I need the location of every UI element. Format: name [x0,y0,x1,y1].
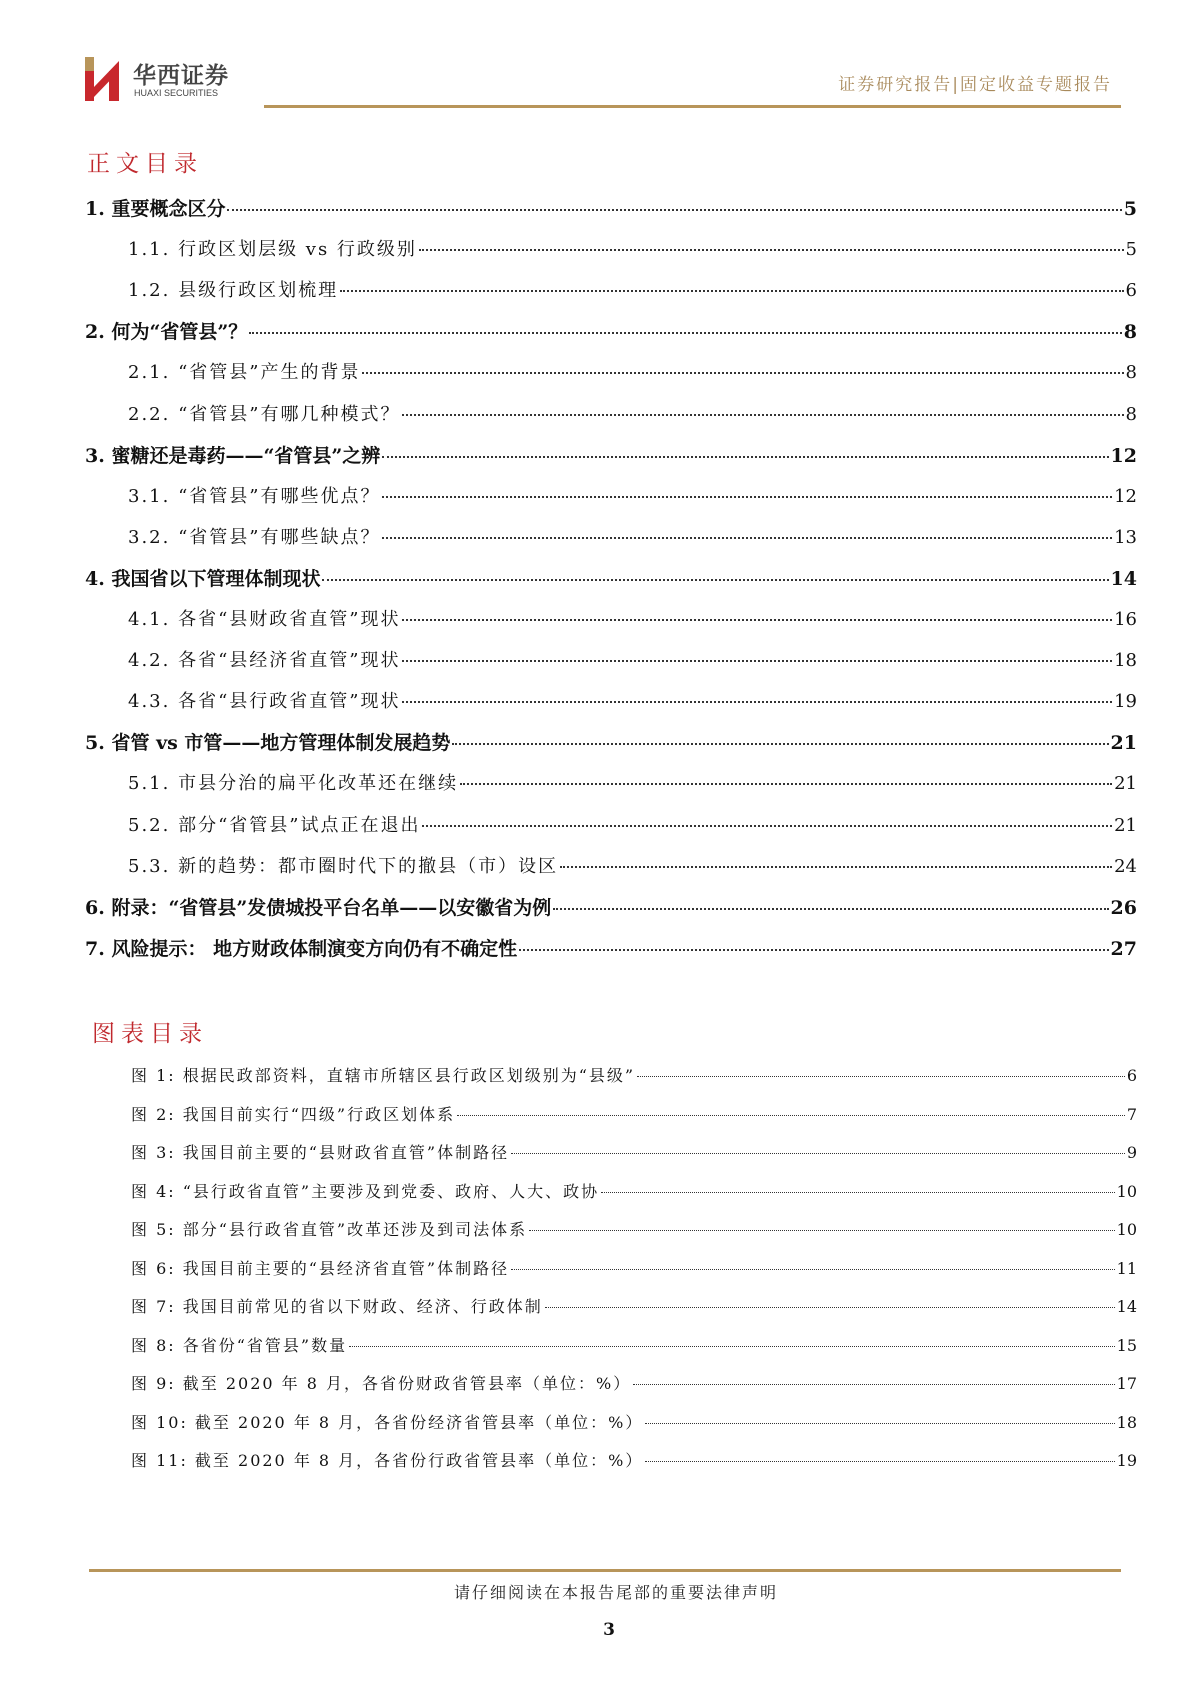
toc-section-entry[interactable] [85,194,1137,221]
entry-label: 5.2. 部分“省管县”试点正在退出 [128,814,421,836]
dot-leader [382,537,1112,539]
entry-label: 1.1. 行政区划层级 vs 行政级别 [128,239,417,261]
entry-page-number: 13 [1114,526,1137,548]
entry-page-number: 21 [1114,814,1137,836]
dot-leader [601,1192,1115,1193]
dot-leader [419,249,1124,251]
entry-page-number: 8 [1125,362,1137,384]
entry-page-number: 27 [1110,937,1137,960]
entry-label: 7. 风险提示： 地方财政体制演变方向仍有不确定性 [85,937,518,960]
entry-page-number: 9 [1126,1143,1137,1162]
entry-page-number: 24 [1114,855,1137,877]
dot-leader [637,1076,1125,1077]
entry-label: 2. 何为“省管县”？ [85,321,248,344]
dot-leader [340,290,1123,292]
entry-page-number: 5 [1125,239,1137,261]
dot-leader [460,783,1112,785]
header-divider [264,105,1121,108]
dot-leader [362,372,1123,374]
entry-label: 4.2. 各省“县经济省直管”现状 [128,650,401,672]
entry-label: 图 5: 部分“县行政省直管”改革还涉及到司法体系 [131,1220,528,1239]
figure-entry[interactable] [131,1217,1137,1240]
logo-text-en: HUAXI SECURITIES [134,88,219,98]
entry-label: 5.3. 新的趋势：都市圈时代下的撤县（市）设区 [128,855,559,877]
entry-label: 图 6: 我国目前主要的“县经济省直管”体制路径 [131,1258,510,1278]
dot-leader [227,209,1121,211]
figure-entry[interactable] [131,1410,1137,1433]
entry-page-number: 10 [1116,1220,1137,1239]
legal-notice: 请仔细阅读在本报告尾部的重要法律声明 [453,1583,778,1602]
entry-page-number: 19 [1114,691,1137,713]
dot-leader [402,660,1112,662]
entry-label: 3.2. “省管县”有哪些缺点？ [128,526,381,548]
dot-leader [545,1307,1115,1308]
entry-label: 图 11: 截至 2020 年 8 月，各省份行政省管县率（单位：%） [131,1451,644,1470]
dot-leader [422,825,1112,827]
report-type-label: 证券研究报告|固定收益专题报告 [838,75,1112,95]
dot-leader [519,949,1108,951]
dot-leader [382,456,1108,458]
toc-subsection-entry[interactable] [128,687,1137,713]
toc-subsection-entry[interactable] [128,769,1137,795]
entry-label: 2.2. “省管县”有哪几种模式？ [128,403,401,425]
dot-leader [645,1461,1114,1462]
toc-subsection-entry[interactable] [128,852,1137,878]
figure-entry[interactable] [131,1063,1137,1086]
entry-page-number: 6 [1126,1066,1137,1085]
toc-section-entry[interactable] [85,934,1137,961]
entry-label: 1.2. 县级行政区划梳理 [128,280,339,302]
figure-entry[interactable] [131,1179,1137,1202]
toc-title: 正文目录 [87,151,203,177]
figure-entry[interactable] [131,1371,1137,1394]
toc-section-entry[interactable] [85,564,1137,591]
logo-mark-icon [85,57,121,101]
entry-page-number: 6 [1125,280,1137,302]
entry-label: 图 2: 我国目前实行“四级”行政区划体系 [131,1104,456,1124]
entry-label: 4. 我国省以下管理体制现状 [85,567,321,590]
entry-page-number: 21 [1114,773,1137,795]
entry-label: 5.1. 市县分治的扁平化改革还在继续 [128,773,459,795]
toc-subsection-entry[interactable] [128,400,1137,426]
toc-subsection-entry[interactable] [128,482,1137,508]
toc-section-entry[interactable] [85,728,1137,755]
footer-divider [89,1569,1121,1572]
toc-section-entry[interactable] [85,441,1137,468]
entry-page-number: 14 [1116,1297,1137,1316]
dot-leader [402,619,1112,621]
figure-entry[interactable] [131,1140,1137,1163]
entry-page-number: 19 [1116,1451,1137,1470]
figure-entry[interactable] [131,1256,1137,1279]
entry-page-number: 12 [1114,485,1137,507]
entry-label: 图 9: 截至 2020 年 8 月，各省份财政省管县率（单位：%） [131,1374,632,1393]
figure-entry[interactable] [131,1102,1137,1125]
toc-subsection-entry[interactable] [128,523,1137,549]
toc-subsection-entry[interactable] [128,811,1137,837]
entry-page-number: 5 [1123,198,1137,220]
entry-label: 3.1. “省管县”有哪些优点？ [128,485,381,507]
logo-text-cn: 华西证券 [133,62,229,89]
dot-leader [560,866,1112,868]
entry-label: 3. 蜜糖还是毒药——“省管县”之辨 [85,444,381,467]
entry-page-number: 18 [1114,650,1137,672]
entry-page-number: 26 [1110,896,1137,919]
toc-subsection-entry[interactable] [128,646,1137,672]
entry-page-number: 16 [1114,609,1137,630]
toc-section-entry[interactable] [85,317,1137,344]
entry-label: 5. 省管 vs 市管——地方管理体制发展趋势 [85,732,451,755]
entry-label: 4.3. 各省“县行政省直管”现状 [128,691,401,713]
entry-label: 图 3: 我国目前主要的“县财政省直管”体制路径 [131,1143,510,1162]
toc-subsection-entry[interactable] [128,358,1137,384]
dot-leader [249,332,1121,334]
dot-leader [457,1115,1125,1116]
toc-section-entry[interactable] [85,893,1137,920]
entry-page-number: 7 [1126,1104,1137,1124]
entry-page-number: 11 [1116,1258,1137,1278]
entry-page-number: 15 [1116,1335,1137,1355]
entry-label: 图 4: “县行政省直管”主要涉及到党委、政府、人大、政协 [131,1181,600,1201]
dot-leader [553,908,1108,910]
figure-entry[interactable] [131,1333,1137,1356]
entry-label: 图 10: 截至 2020 年 8 月，各省份经济省管县率（单位：%） [131,1412,644,1432]
dot-leader [349,1346,1115,1347]
entry-page-number: 8 [1125,403,1137,425]
figure-entry[interactable] [131,1448,1137,1471]
entry-label: 2.1. “省管县”产生的背景 [128,362,361,384]
dot-leader [402,414,1123,416]
entry-page-number: 18 [1116,1412,1137,1432]
entry-page-number: 17 [1116,1374,1137,1393]
dot-leader [645,1423,1114,1424]
figure-entry[interactable] [131,1294,1137,1317]
entry-label: 图 1: 根据民政部资料，直辖市所辖区县行政区划级别为“县级” [131,1066,636,1085]
entry-label: 6. 附录：“省管县”发债城投平台名单——以安徽省为例 [85,896,552,919]
toc-subsection-entry[interactable] [128,605,1137,631]
entry-page-number: 10 [1116,1181,1137,1201]
dot-leader [511,1153,1125,1154]
dot-leader [402,701,1112,703]
entry-page-number: 12 [1110,444,1137,467]
page-number: 3 [603,1620,615,1640]
entry-page-number: 8 [1123,321,1137,344]
toc-subsection-entry[interactable] [128,276,1137,302]
dot-leader [382,496,1112,498]
dot-leader [322,579,1108,581]
huaxi-securities-logo [85,57,245,103]
entry-label: 图 7: 我国目前常见的省以下财政、经济、行政体制 [131,1297,543,1316]
entry-label: 1. 重要概念区分 [85,198,226,220]
figures-title: 图表目录 [92,1021,208,1047]
dot-leader [511,1269,1115,1270]
entry-label: 图 8: 各省份“省管县”数量 [131,1335,348,1355]
dot-leader [529,1230,1115,1231]
entry-page-number: 14 [1110,567,1137,590]
entry-page-number: 21 [1110,732,1137,755]
toc-subsection-entry[interactable] [128,235,1137,261]
dot-leader [633,1384,1114,1385]
entry-label: 4.1. 各省“县财政省直管”现状 [128,609,401,630]
dot-leader [452,743,1108,745]
